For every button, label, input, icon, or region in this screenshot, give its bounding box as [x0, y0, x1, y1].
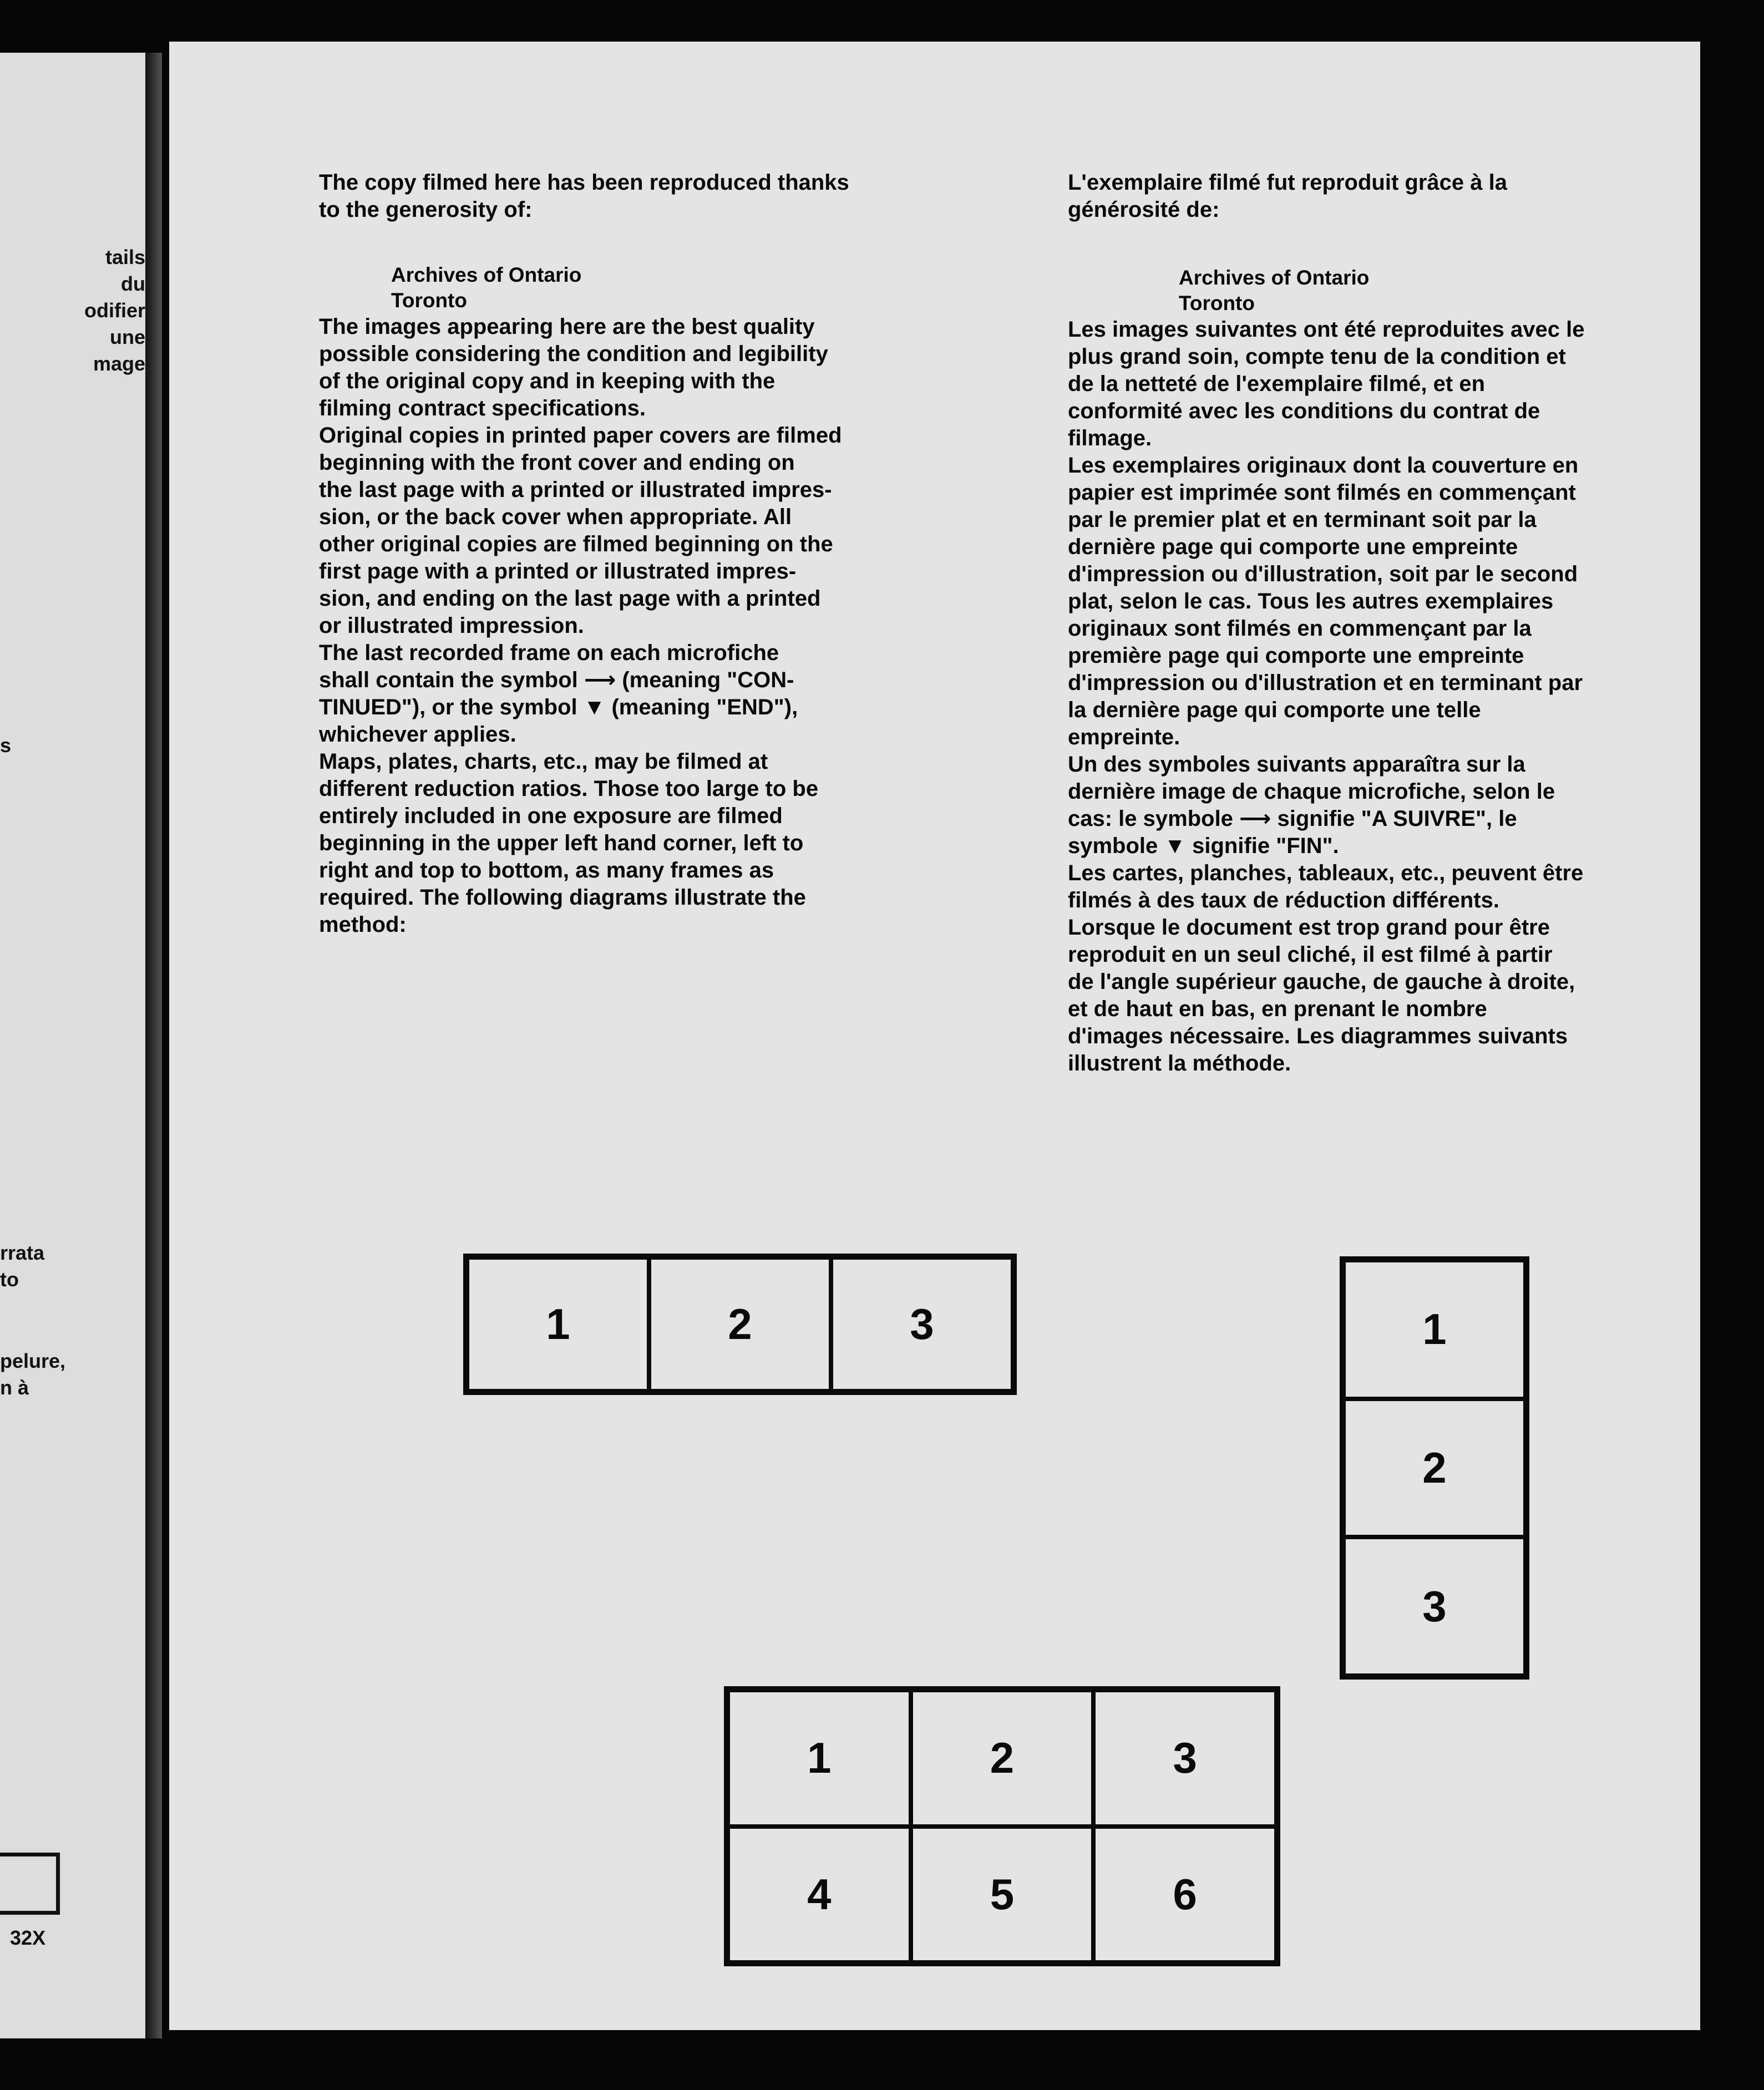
covers-paragraph: Original copies in printed paper covers are filmed beginning with the front cover and ending on the last page with a printed or illustrated impres- sion, or the back cover when appropriate. All other original copies are filmed beginning on the first page with a printed or illustrated impres- sion, and ending on the last page with a printed or illustrated impression.: [319, 423, 842, 638]
frame-cell: 1: [467, 1257, 649, 1391]
horizontal-frame-diagram: [463, 1254, 1017, 1395]
thanks-paragraph: The copy filmed here has been reproduced thanks to the generosity of:: [319, 170, 849, 222]
frame-cell: 3: [1344, 1537, 1525, 1676]
frame-cell: 2: [649, 1257, 831, 1391]
fragment-text: mage: [93, 352, 145, 375]
quality-paragraph: The images appearing here are the best quality possible considering the condition and legibility of the original copy and in keeping with the filming contract specifications.: [319, 314, 828, 420]
frame-cell: 2: [911, 1690, 1094, 1827]
frame-cell: 3: [1093, 1690, 1276, 1827]
frame-cell: 1: [728, 1690, 911, 1827]
covers-paragraph: Les exemplaires originaux dont la couverture en papier est imprimée sont filmés en commençant par le premier plat et en terminant soit par la dernière page qui comporte une empreinte d'impression ou d'illustration, soit par le second plat, selon le cas. Tous les autres exemplaires originaux sont filmés en commençant par la première page qui comporte une empreinte d'impression ou d'illustration et en terminant par la dernière page qui comporte une telle empreinte.: [1068, 453, 1583, 749]
fragment-text: du: [121, 272, 145, 295]
fragment-text: n à: [0, 1376, 29, 1399]
vertical-frame-diagram: [1340, 1256, 1529, 1680]
institution-name: Archives of Ontario Toronto: [1179, 266, 1370, 314]
symbols-paragraph: Un des symboles suivants apparaîtra sur la dernière image de chaque microfiche, selon le cas: le symbole ⟶ signifie "A SUIVRE", le symbole ▼ signifie "FIN".: [1068, 752, 1555, 858]
binding-gutter: [145, 53, 162, 2038]
scale-label: 32X: [10, 1926, 46, 1949]
maps-paragraph: Les cartes, planches, tableaux, etc., peuvent être filmés à des taux de réduction différents. Lorsque le document est trop grand pour être reproduit en un seul cliché, il est filmé à partir de l'angle supérieur gauche, de gauche à droite, et de haut en bas, en prenant le nombre d'images nécessaire. Les diagrammes suivants illustrent la méthode.: [1068, 861, 1584, 1076]
fragment-text: tails: [105, 246, 145, 268]
frame-cell: 2: [1344, 1399, 1525, 1538]
fragment-text: odifier: [84, 299, 145, 322]
institution-name: Archives of Ontario Toronto: [391, 263, 582, 312]
english-column: [319, 169, 940, 939]
grid-frame-diagram: [724, 1686, 1280, 1966]
previous-page-strip: [0, 53, 145, 2038]
french-column: [1068, 169, 1700, 1077]
scale-target-box: [0, 1853, 60, 1915]
fragment-text: to: [0, 1268, 19, 1291]
frame-cell: 4: [728, 1827, 911, 1963]
frame-cell: 5: [911, 1827, 1094, 1963]
frame-cell: 3: [831, 1257, 1013, 1391]
fragment-text: rrata: [0, 1241, 45, 1264]
frame-cell: 6: [1093, 1827, 1276, 1963]
fragment-text: pelure,: [0, 1350, 66, 1372]
maps-paragraph: Maps, plates, charts, etc., may be filmed at different reduction ratios. Those too large to be entirely included in one exposure are filmed beginning in the upper left hand corner, left to right and top to bottom, as many frames as required. The following diagrams illustrate the method:: [319, 749, 819, 937]
microfiche-target-page: [169, 42, 1700, 2030]
quality-paragraph: Les images suivantes ont été reproduites avec le plus grand soin, compte tenu de la condition et de la netteté de l'exemplaire filmé, et en conformité avec les conditions du contrat de filmage.: [1068, 317, 1585, 450]
thanks-paragraph: L'exemplaire filmé fut reproduit grâce à la générosité de:: [1068, 170, 1507, 222]
fragment-text: une: [109, 326, 145, 348]
symbols-paragraph: The last recorded frame on each microfiche shall contain the symbol ⟶ (meaning "CON- TINUED"), or the symbol ▼ (meaning "END"), whichever applies.: [319, 641, 798, 747]
fragment-text: s: [0, 734, 12, 757]
frame-cell: 1: [1344, 1260, 1525, 1399]
